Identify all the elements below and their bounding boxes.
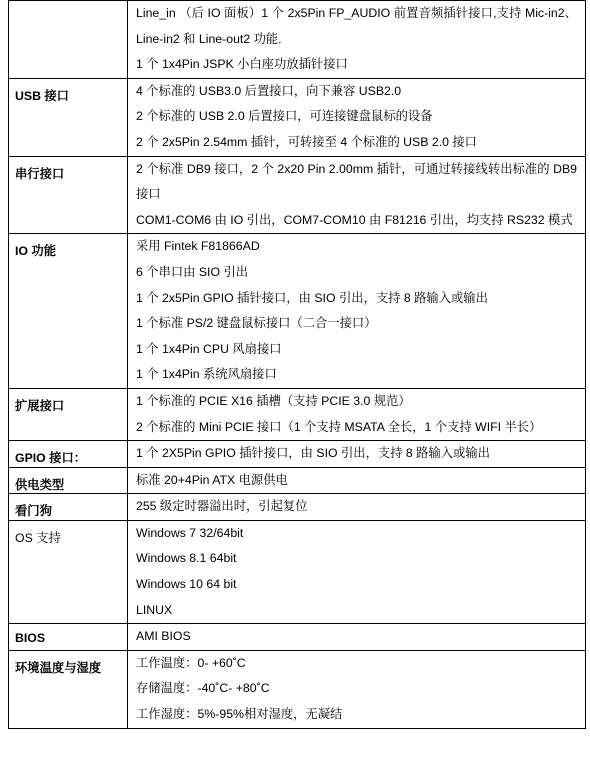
- spec-value-line: 255 级定时器溢出时，引起复位: [136, 499, 308, 514]
- spec-row: [9, 156, 586, 234]
- spec-value: [128, 520, 586, 623]
- spec-label: 环境温度与湿度: [9, 650, 128, 728]
- spec-value: [128, 467, 586, 494]
- spec-row: [9, 78, 586, 156]
- spec-label: 串行接口: [9, 156, 128, 234]
- spec-row: [9, 388, 586, 440]
- spec-label: USB 接口: [9, 78, 128, 156]
- spec-value-line: 2 个标准的 Mini PCIE 接口（1 个支持 MSATA 全长，1 个支持 WIFI 半长）: [136, 419, 542, 434]
- spec-row: [9, 1, 586, 79]
- spec-value-line: 2 个标准的 USB 2.0 后置接口，可连接键盘鼠标的设备: [136, 109, 433, 124]
- spec-value: [128, 78, 586, 156]
- spec-value-line: Windows 10 64 bit: [136, 577, 237, 592]
- spec-label: BIOS: [9, 624, 128, 651]
- spec-row: [9, 467, 586, 494]
- spec-label: 供电类型: [9, 467, 128, 494]
- spec-value-line: 采用 Fintek F81866AD: [136, 239, 260, 254]
- spec-row: [9, 520, 586, 623]
- spec-row: [9, 234, 586, 389]
- spec-table-body: [9, 1, 586, 729]
- spec-value-line: 2 个标准 DB9 接口，2 个 2x20 Pin 2.00mm 插针，可通过转接线转出标准的 DB9 接口: [136, 161, 577, 202]
- spec-value-line: 工作温度：0- +60˚C: [136, 655, 246, 670]
- spec-value-line: LINUX: [136, 602, 173, 617]
- spec-label: [9, 1, 128, 79]
- spec-value-line: 1 个 2X5Pin GPIO 插针接口，由 SIO 引出，支持 8 路输入或输出: [136, 446, 490, 461]
- spec-value-line: 标准 20+4Pin ATX 电源供电: [136, 472, 288, 487]
- spec-value-line: 工作湿度：5%-95%相对湿度，无凝结: [136, 707, 343, 722]
- spec-row: [9, 650, 586, 728]
- spec-value-line: 1 个 1x4Pin CPU 风扇接口: [136, 341, 282, 356]
- spec-value-line: Windows 8.1 64bit: [136, 551, 237, 566]
- spec-value-line: 4 个标准的 USB3.0 后置接口，向下兼容 USB2.0: [136, 83, 402, 98]
- spec-value-line: 1 个 1x4Pin JSPK 小白座功放插针接口: [136, 57, 348, 72]
- spec-value-line: 1 个标准的 PCIE X16 插槽（支持 PCIE 3.0 规范）: [136, 393, 411, 408]
- spec-value: [128, 388, 586, 440]
- spec-label: 扩展接口: [9, 388, 128, 440]
- spec-value-line: COM1-COM6 由 IO 引出，COM7-COM10 由 F81216 引出，均支持 RS232 模式: [136, 212, 573, 227]
- spec-row: [9, 441, 586, 468]
- spec-value: [128, 441, 586, 468]
- spec-value-line: 6 个串口由 SIO 引出: [136, 264, 249, 279]
- spec-value-line: 存储温度：-40˚C- +80˚C: [136, 681, 270, 696]
- spec-value: [128, 1, 586, 79]
- spec-value-line: Line_in （后 IO 面板）1 个 2x5Pin FP_AUDIO 前置音频插针接口,支持 Mic-in2、Line-in2 和 Line-out2 功能.: [136, 6, 577, 46]
- spec-table: [8, 0, 586, 729]
- spec-row: [9, 494, 586, 521]
- spec-label: GPIO 接口：: [9, 441, 128, 468]
- spec-value: [128, 624, 586, 651]
- spec-row: [9, 624, 586, 651]
- spec-value-line: Windows 7 32/64bit: [136, 525, 244, 540]
- spec-value-line: 1 个 1x4Pin 系统风扇接口: [136, 367, 277, 382]
- spec-label: IO 功能: [9, 234, 128, 389]
- spec-label: OS 支持: [9, 520, 128, 623]
- spec-label: 看门狗: [9, 494, 128, 521]
- spec-value-line: 1 个 2x5Pin GPIO 插针接口，由 SIO 引出，支持 8 路输入或输出: [136, 290, 488, 305]
- spec-value-line: 2 个 2x5Pin 2.54mm 插针，可转接至 4 个标准的 USB 2.0 接口: [136, 134, 477, 149]
- spec-value: [128, 156, 586, 234]
- spec-value: [128, 650, 586, 728]
- spec-value: [128, 234, 586, 389]
- spec-value: [128, 494, 586, 521]
- spec-value-line: AMI BIOS: [136, 629, 191, 644]
- spec-value-line: 1 个标准 PS/2 键盘鼠标接口（二合一接口）: [136, 316, 377, 331]
